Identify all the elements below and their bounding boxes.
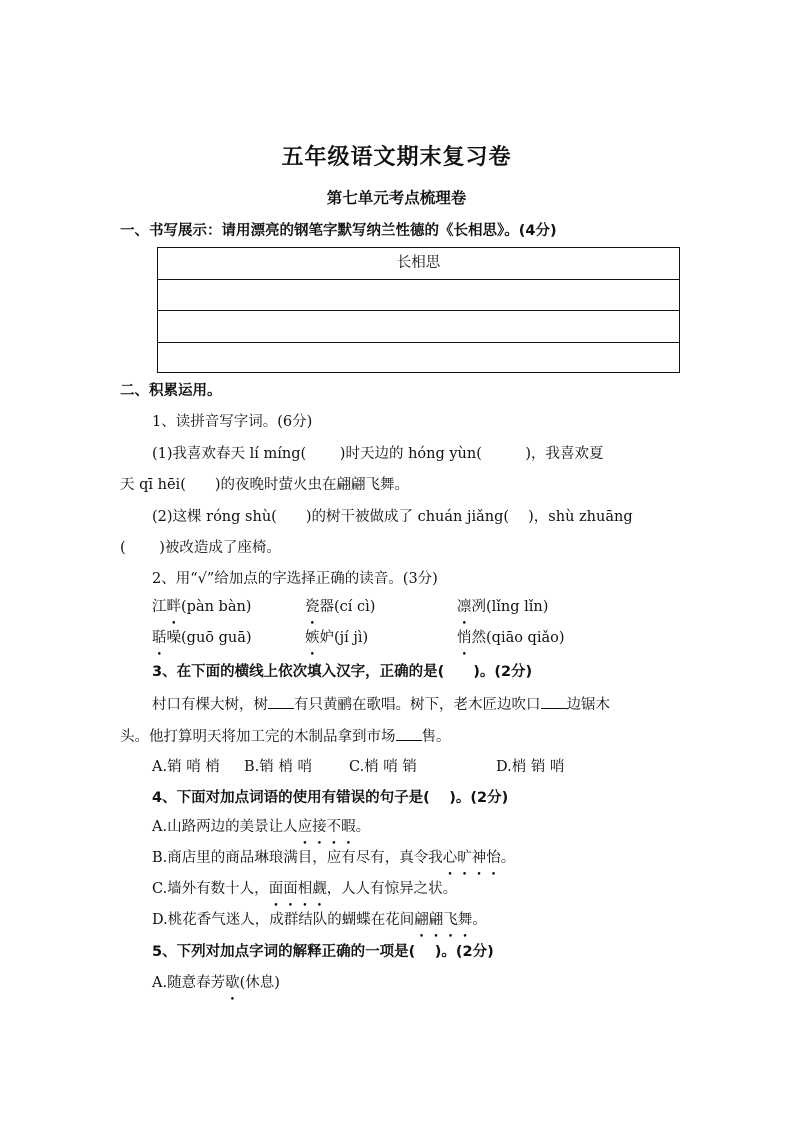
q3-text-line1: 村口有棵大树，树 有只黄鹂在歌唱。树下，老木匠边吹口 边锯木: [152, 694, 610, 715]
q2-dotted-char: 凛: [457, 599, 472, 615]
q2-pinyin: (jí jì): [334, 630, 369, 646]
q1-p1-line1: (1)我喜欢春天 lí míng( )时天边的 hóng yùn( )，我喜欢夏: [152, 446, 604, 462]
q2-item[interactable]: [152, 628, 252, 648]
q1-p2-line2: ( )被改造成了座椅。: [120, 540, 281, 556]
dotted-char: 不: [326, 819, 342, 835]
section1-heading: 一、书写展示：请用漂亮的钢笔字默写纳兰性德的《长相思》。(4分): [120, 223, 557, 239]
writing-row[interactable]: [158, 311, 679, 343]
dotted-char: 翩: [414, 912, 429, 928]
q2-pinyin: (qiāo qiǎo): [486, 630, 565, 646]
dotted-char: 接: [312, 819, 327, 835]
q1-p1-line2: 天 qī hēi( )的夜晚时萤火虫在翩翩飞舞。: [120, 477, 410, 493]
q2-stem: 2、用“√”给加点的字选择正确的读音。(3分): [152, 571, 438, 587]
q4-option-b[interactable]: B.商店里的商品琳琅满目，应有尽有，真令我心旷神怡。: [152, 850, 516, 866]
dotted-char: 暇: [341, 819, 356, 835]
q5-dotted-char: [225, 975, 240, 991]
dotted-char: 相: [297, 881, 313, 897]
dotted-char: 舞: [457, 912, 473, 928]
q4-option-c[interactable]: C.墙外有数十人，面面相觑，人人有惊异之状。: [152, 881, 458, 897]
q2-dotted-char: 瓷: [305, 599, 320, 615]
q2-dotted-char: 嫉: [305, 630, 320, 646]
q2-item[interactable]: [457, 597, 548, 617]
q2-char: 江: [152, 599, 167, 615]
dotted-char: 翩: [428, 912, 444, 928]
q4-option-d[interactable]: D.桃花香气迷人，成群结队的蝴蝶在花间翩翩飞舞。: [152, 912, 487, 928]
q4-dotted-word: [414, 912, 472, 928]
q3-option-c[interactable]: C.梢 哨 销: [349, 759, 417, 775]
q3-stem: 3、在下面的横线上依次填入汉字，正确的是( )。(2分): [152, 664, 533, 680]
q3-option-b[interactable]: B.销 梢 哨: [244, 759, 312, 775]
q2-item[interactable]: [152, 597, 251, 617]
q2-dotted-char: 悄: [457, 630, 472, 646]
dotted-char: 神: [471, 850, 487, 866]
dotted-char: 旷: [457, 850, 472, 866]
dotted-char: 心: [442, 850, 458, 866]
writing-row[interactable]: [158, 343, 679, 375]
q1-p2-line1: (2)这棵 róng shù( )的树干被做成了 chuán jiǎng( )，shù zhuāng: [152, 509, 633, 525]
q1-stem: 1、读拼音写字词。(6分): [152, 414, 313, 430]
q2-pinyin: (pàn bàn): [181, 599, 252, 615]
page-subtitle: 第七单元考点梳理卷: [326, 189, 467, 207]
q2-pinyin: (lǐng lǐn): [486, 599, 549, 615]
writing-table: [157, 247, 680, 373]
dotted-char: 觑: [312, 881, 327, 897]
q2-dotted-char: 畔: [166, 599, 181, 615]
q5-option-a[interactable]: A.随意春芳歇(休息): [152, 975, 280, 991]
q3-option-d[interactable]: D.梢 销 哨: [496, 759, 565, 775]
dotted-char: 飞: [443, 912, 458, 928]
q3-text-line2: 头。他打算明天将加工完的木制品拿到市场 售。: [120, 726, 451, 747]
writing-row[interactable]: [158, 280, 679, 312]
q2-char: 器: [319, 599, 334, 615]
dotted-char: 应: [297, 819, 313, 835]
q2-char: 噪: [166, 630, 181, 646]
q3-blank[interactable]: [396, 726, 422, 741]
q2-char: 妒: [319, 630, 334, 646]
q2-item[interactable]: [457, 628, 565, 648]
q4-dotted-word: [269, 881, 327, 897]
q2-item[interactable]: [305, 597, 375, 617]
q2-dotted-char: 聒: [152, 630, 167, 646]
q2-item[interactable]: [305, 628, 368, 648]
table-title-row: [158, 248, 679, 280]
section2-heading: 二、积累运用。: [120, 383, 222, 399]
dotted-char: 歇: [225, 975, 240, 991]
q2-char: 然: [471, 630, 486, 646]
dotted-char: 面: [283, 881, 298, 897]
q4-dotted-word: [298, 819, 356, 835]
q2-pinyin: (guō guā): [181, 630, 252, 646]
q3-option-a[interactable]: A.销 哨 梢: [152, 759, 220, 775]
q2-char: 冽: [471, 599, 486, 615]
q4-stem: 4、下面对加点词语的使用有错误的句子是( )。(2分): [152, 790, 509, 806]
dotted-char: 怡: [486, 850, 501, 866]
q3-blank[interactable]: [541, 694, 567, 709]
q4-dotted-word: [443, 850, 501, 866]
table-title: 长相思: [396, 255, 441, 271]
q3-blank[interactable]: [268, 694, 294, 709]
q2-pinyin: (cí cì): [334, 599, 376, 615]
q4-option-a[interactable]: A.山路两边的美景让人应接不暇。: [152, 819, 371, 835]
page-title: 五年级语文期末复习卷: [281, 145, 512, 170]
q5-stem: 5、下列对加点字词的解释正确的一项是( )。(2分): [152, 944, 494, 960]
dotted-char: 面: [268, 881, 284, 897]
